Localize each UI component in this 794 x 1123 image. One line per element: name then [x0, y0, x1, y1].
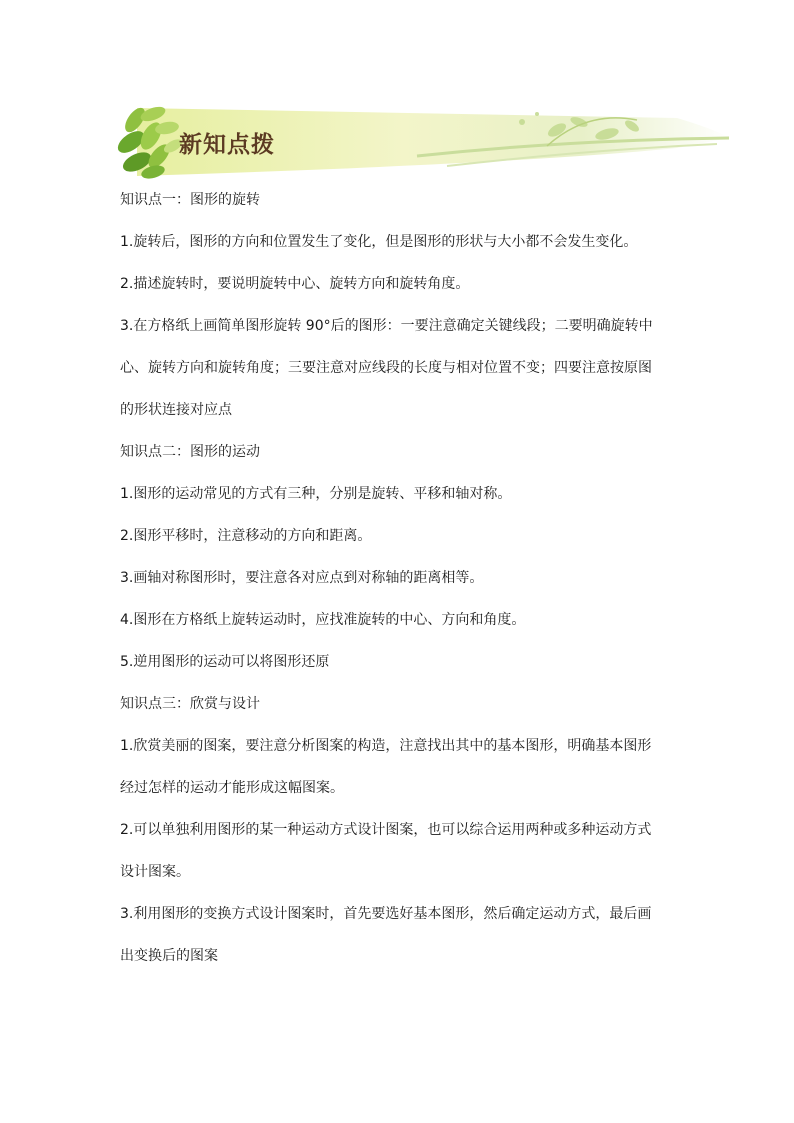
paragraph-line: 出变换后的图案 — [120, 948, 218, 964]
paragraph-line: 2.描述旋转时，要说明旋转中心、旋转方向和旋转角度。 — [120, 276, 470, 292]
heading-knowledge-point-3: 知识点三：欣赏与设计 — [120, 696, 260, 712]
heading-knowledge-point-1: 知识点一：图形的旋转 — [120, 192, 260, 208]
paragraph-line: 1.旋转后，图形的方向和位置发生了变化，但是图形的形状与大小都不会发生变化。 — [120, 234, 638, 250]
paragraph-line: 4.图形在方格纸上旋转运动时，应找准旋转的中心、方向和角度。 — [120, 612, 526, 628]
paragraph-line: 2.可以单独利用图形的某一种运动方式设计图案，也可以综合运用两种或多种运动方式 — [120, 822, 652, 838]
paragraph-line: 3.利用图形的变换方式设计图案时，首先要选好基本图形，然后确定运动方式，最后画 — [120, 906, 652, 922]
section-banner — [117, 100, 734, 180]
knowledge-content — [120, 183, 690, 981]
paragraph-line: 设计图案。 — [120, 864, 190, 880]
heading-knowledge-point-2: 知识点二：图形的运动 — [120, 444, 260, 460]
paragraph-line: 经过怎样的运动才能形成这幅图案。 — [120, 780, 344, 796]
paragraph-line: 1.欣赏美丽的图案，要注意分析图案的构造，注意找出其中的基本图形，明确基本图形 — [120, 738, 652, 754]
paragraph-line: 3.画轴对称图形时，要注意各对应点到对称轴的距离相等。 — [120, 570, 484, 586]
paragraph-line: 1.图形的运动常见的方式有三种，分别是旋转、平移和轴对称。 — [120, 486, 512, 502]
banner-title: 新知点拨 — [179, 132, 275, 158]
paragraph-line: 5.逆用图形的运动可以将图形还原 — [120, 654, 330, 670]
paragraph-line: 2.图形平移时，注意移动的方向和距离。 — [120, 528, 372, 544]
paragraph-line: 心、旋转方向和旋转角度；三要注意对应线段的长度与相对位置不变；四要注意按原图 — [120, 360, 652, 376]
paragraph-line: 3.在方格纸上画简单图形旋转 90°后的图形：一要注意确定关键线段；二要明确旋转中 — [120, 318, 653, 334]
paragraph-line: 的形状连接对应点 — [120, 402, 232, 418]
